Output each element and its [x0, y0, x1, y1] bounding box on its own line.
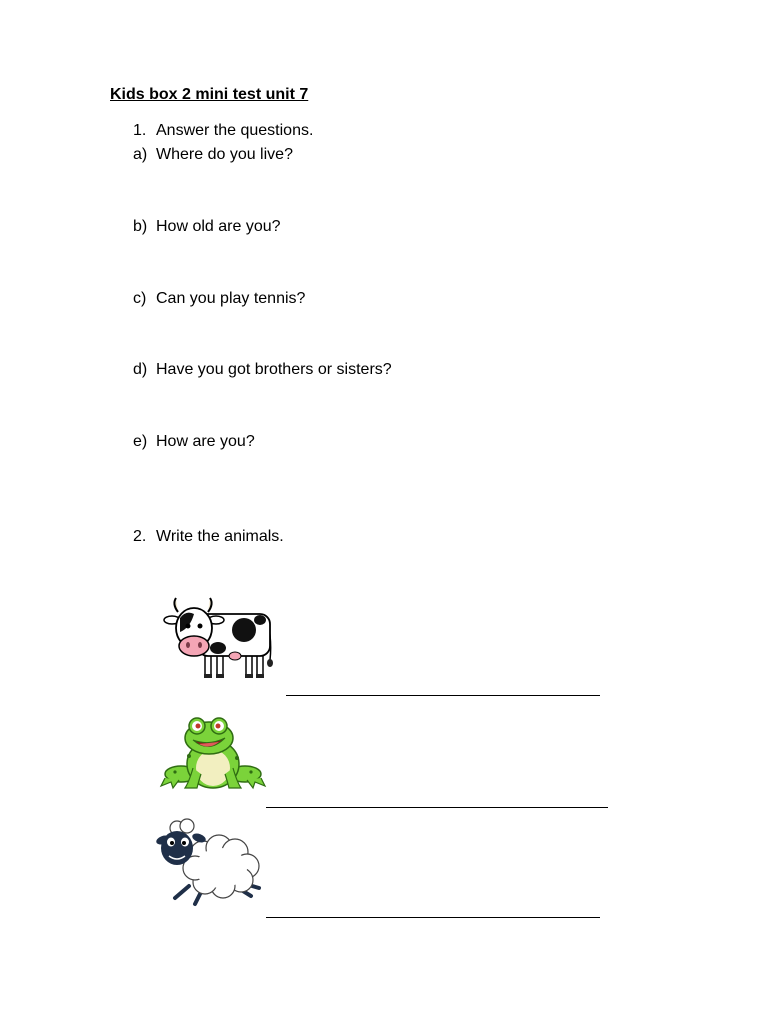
- question-e-text: How are you?: [156, 433, 255, 450]
- cow-icon: [160, 592, 280, 692]
- page-title: Kids box 2 mini test unit 7: [110, 86, 309, 103]
- question-c-marker: c): [133, 290, 147, 307]
- section2-instruction: Write the animals.: [156, 528, 284, 545]
- section2-number: 2.: [133, 528, 147, 545]
- question-e-marker: e): [133, 433, 148, 450]
- frog-icon: [163, 716, 263, 796]
- question-b-marker: b): [133, 218, 148, 235]
- section1-instruction: Answer the questions.: [156, 122, 314, 139]
- question-a-marker: a): [133, 146, 148, 163]
- question-b-text: How old are you?: [156, 218, 281, 235]
- answer-line-sheep[interactable]: [266, 917, 600, 918]
- answer-line-cow[interactable]: [286, 695, 600, 696]
- question-d-text: Have you got brothers or sisters?: [156, 361, 392, 378]
- section1-number: 1.: [133, 122, 147, 139]
- sheep-icon: [155, 818, 267, 912]
- answer-line-frog[interactable]: [266, 807, 608, 808]
- question-a-text: Where do you live?: [156, 146, 293, 163]
- question-d-marker: d): [133, 361, 148, 378]
- question-c-text: Can you play tennis?: [156, 290, 306, 307]
